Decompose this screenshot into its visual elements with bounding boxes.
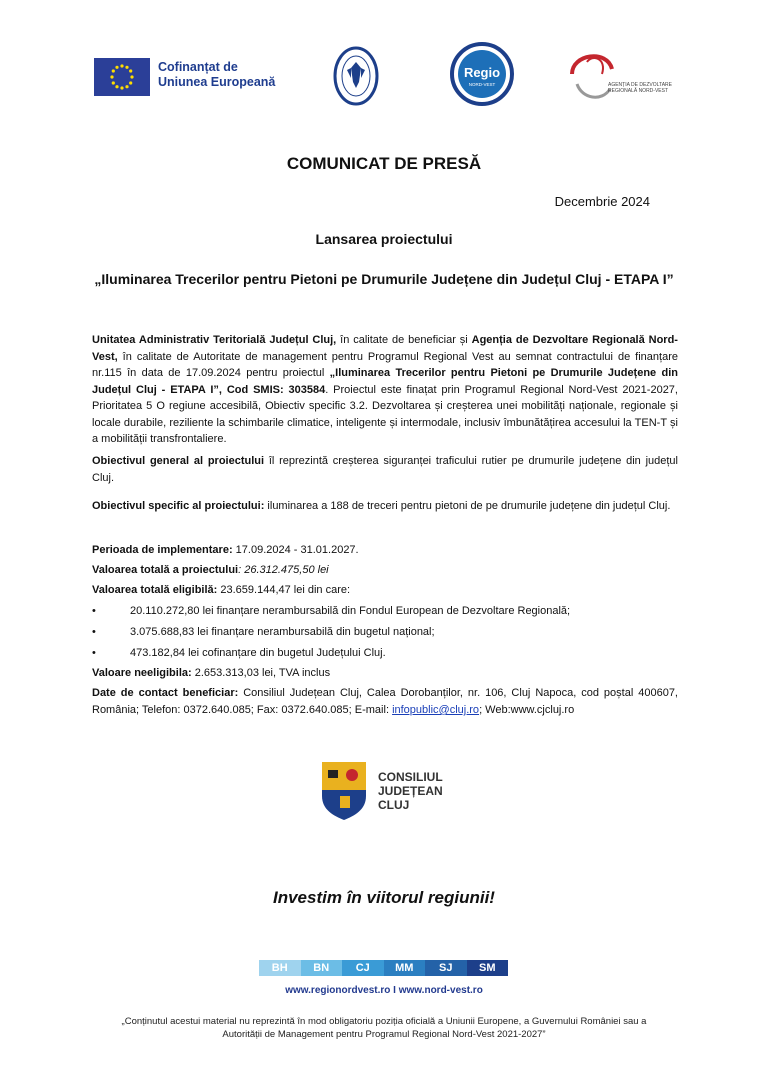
adr-nord-vest-logo xyxy=(562,44,682,110)
county-badge: BN xyxy=(301,960,343,976)
launch-heading: Lansarea proiectului xyxy=(315,231,453,247)
list-item: • 3.075.688,83 lei finanțare nerambursabilă din bugetul național; xyxy=(92,626,435,638)
eu-flag-logo xyxy=(94,58,150,96)
disclaimer: „Conținutul acestui material nu reprezintă în mod obligatoriu poziția oficială a Uniunii Europene, a Guvernului României sau a Autorității de Management pentru Programul Regional Nord-Vest 2021-2027” xyxy=(121,1016,647,1040)
regio-label: Regio xyxy=(463,65,501,80)
cj-logo-text: CONSILIUL JUDEȚEAN CLUJ xyxy=(378,770,443,812)
email-link[interactable]: infopublic@cluj.ro xyxy=(392,704,480,716)
county-badge: MM xyxy=(384,960,426,976)
county-badge: SJ xyxy=(425,960,467,976)
regio-logo xyxy=(450,42,514,106)
websites[interactable]: www.regionordvest.ro I www.nord-vest.ro xyxy=(285,985,483,996)
eu-cofinanced-text: Cofinanțat de Uniunea Europeană xyxy=(158,60,276,89)
cj-crest-logo xyxy=(320,760,368,822)
general-objective-paragraph: Obiectivul general al proiectului îl reprezintă creșterea siguranței traficului rutier pe drumurile județene din județul Cluj. xyxy=(92,455,678,484)
list-item: • 20.110.272,80 lei finanțare nerambursabilă din Fondul European de Dezvoltare Regională; xyxy=(92,605,571,617)
date: Decembrie 2024 xyxy=(554,194,650,209)
regio-sub: NORD-VEST xyxy=(468,82,496,87)
adr-text: AGENȚIA DE DEZVOLTARE REGIONALĂ NORD-VEST xyxy=(608,82,672,94)
government-romania-seal xyxy=(333,46,379,106)
page-title: COMUNICAT DE PRESĂ xyxy=(286,154,482,173)
county-strip xyxy=(259,960,508,976)
county-badge: BH xyxy=(259,960,301,976)
project-title: „Iluminarea Trecerilor pentru Pietoni pe Drumurile Județene din Județul Cluj - ETAPA I” xyxy=(94,271,674,287)
specific-objective-paragraph: Obiectivul specific al proiectului: iluminarea a 188 de treceri pentru pietoni de pe drumurile județene din județul Cluj. xyxy=(92,500,671,512)
county-badge: CJ xyxy=(342,960,384,976)
list-item: • 473.182,84 lei cofinanțare din bugetul Județului Cluj. xyxy=(92,647,386,659)
slogan: Investim în viitorul regiunii! xyxy=(273,888,495,907)
county-badge: SM xyxy=(467,960,509,976)
project-details: Perioada de implementare: 17.09.2024 - 31.01.2027. Valoarea totală a proiectului: 26.312.475,50 lei Valoarea totală eligibilă: 23.659.144,47 lei din care: • 20.110.272,80 lei finanțare nerambursabilă din Fondul European de Dezvoltare Regională; • 3.075.688,83 lei finanțare nerambursabilă din bugetul național; • 473.182,84 lei cofinanțare din bugetul Județului Cluj. Valoare neeligibila: 2.653.313,03 lei, TVA inclus Date de contact beneficiar: Consiliul Județean Cluj, Calea Dorobanților, nr. 106, Cluj Napoca, cod poștal 400607, România; Telefon: 0372.640.085; Fax: 0372.640.085; E-mail: infopublic@cluj.ro; Web:www.cjcluj.ro xyxy=(92,544,678,716)
intro-paragraph: Unitatea Administrativ Teritorială Județul Cluj, în calitate de beneficiar și Agenția de Dezvoltare Regională Nord-Vest, în calitate de Autoritate de management pentru Programul Regional Vest au semnat contractului de finanțare nr.115 în data de 17.09.2024 pentru proiectul „Iluminarea Trecerilor pentru Pietoni pe Drumurile Județene din Județul Cluj - ETAPA I”, Cod SMIS: 303584. Proiectul este finațat prin Programul Regional Nord-Vest 2021-2027, Prioritatea 5 O regiune accesibilă, Obiectiv specific 3.2. Dezvoltarea și creșterea unei mobilități naționale, regionale și locale durabile, reziliente la schimbarile climatice, inteligente și intermodale, inclusiv îmbunătățirea accesului la TEN-T și a mobilității transfrontaliere. xyxy=(92,334,678,445)
